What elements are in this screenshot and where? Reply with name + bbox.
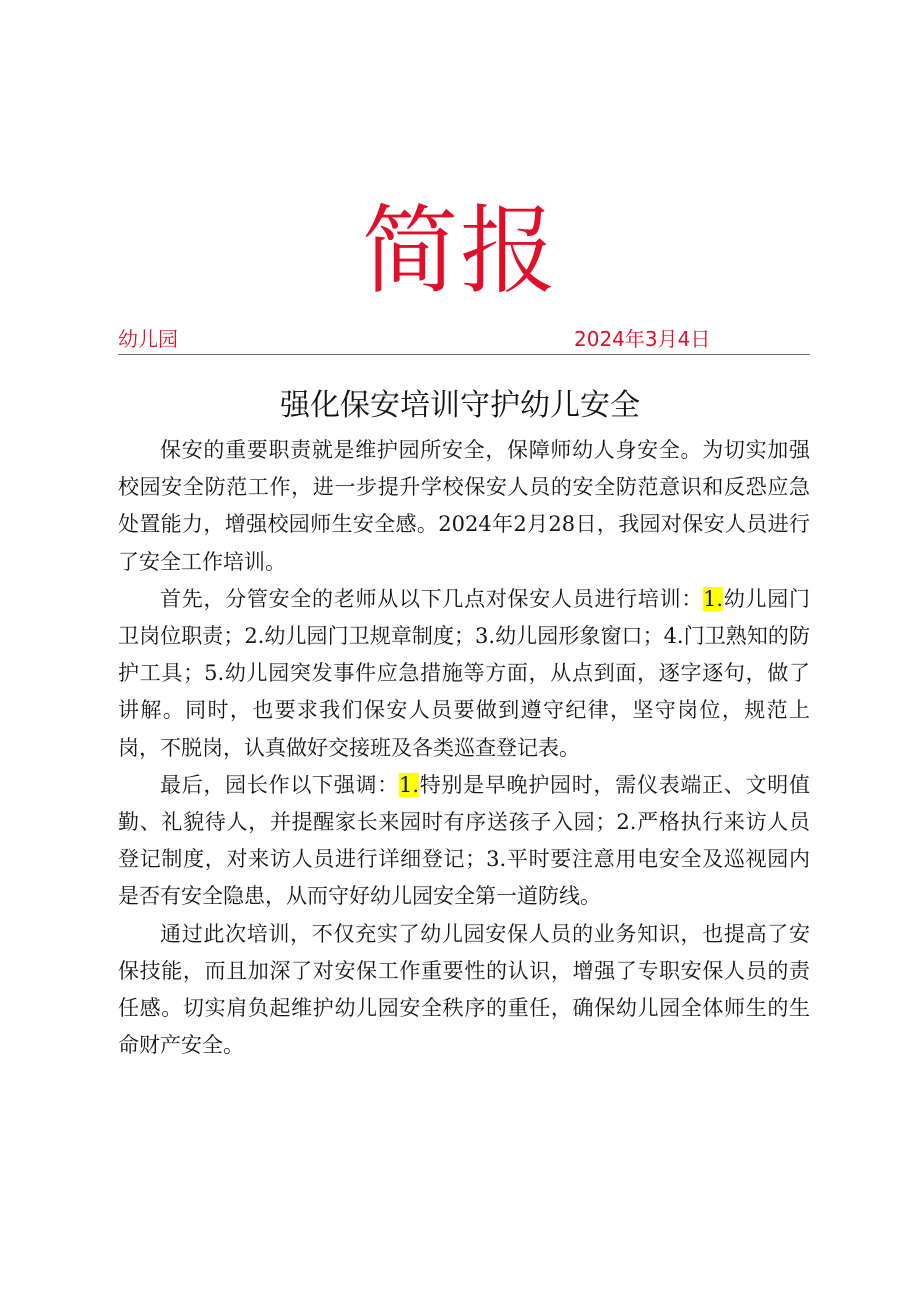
highlighted-list-marker: 1. [398, 772, 419, 797]
paragraph-intro: 保安的重要职责就是维护园所安全，保障师幼人身安全。为切实加强校园安全防范工作，进一步提升学校保安人员的安全防范意识和反恐应急处置能力，增强校园师生安全感。2024年2月28日，我园对保安人员进行了安全工作培训。 [118, 438, 810, 574]
article-body [118, 432, 810, 1064]
bulletin-meta [118, 326, 810, 356]
paragraph-emphasis-rest: 特别是早晚护园时，需仪表端正、文明值勤、礼貌待人，并提醒家长来园时有序送孩子入园；2.严格执行来访人员登记制度，对来访人员进行详细登记；3.平时要注意用电安全及巡视园内是否有安全隐患，从而守好幼儿园安全第一道防线。 [118, 772, 811, 909]
paragraph-emphasis-lead: 最后，园长作以下强调： [160, 772, 399, 797]
paragraph-training [118, 581, 810, 767]
article-headline: 强化保安培训守护幼儿安全 [280, 388, 640, 423]
issue-date: 2024年3月4日 [574, 327, 711, 351]
paragraph-emphasis [118, 767, 810, 916]
paragraph-training-lead: 首先，分管安全的老师从以下几点对保安人员进行培训： [160, 586, 704, 611]
organization-name: 幼儿园 [118, 327, 178, 351]
header-divider [118, 354, 810, 355]
highlighted-list-marker: 1. [703, 586, 724, 611]
bulletin-title: 简报 [362, 195, 558, 307]
paragraph-training-rest: 幼儿园门卫岗位职责；2.幼儿园门卫规章制度；3.幼儿园形象窗口；4.门卫熟知的防护工具；5.幼儿园突发事件应急措施等方面，从点到面，逐字逐句，做了讲解。同时，也要求我们保安人员要做到遵守纪律，坚守岗位，规范上岗，不脱岗，认真做好交接班及各类巡查登记表。 [118, 586, 810, 760]
paragraph-conclusion: 通过此次培训，不仅充实了幼儿园安保人员的业务知识，也提高了安保技能，而且加深了对安保工作重要性的认识，增强了专职安保人员的责任感。切实肩负起维护幼儿园安全秩序的重任，确保幼儿园全体师生的生命财产安全。 [118, 921, 810, 1058]
